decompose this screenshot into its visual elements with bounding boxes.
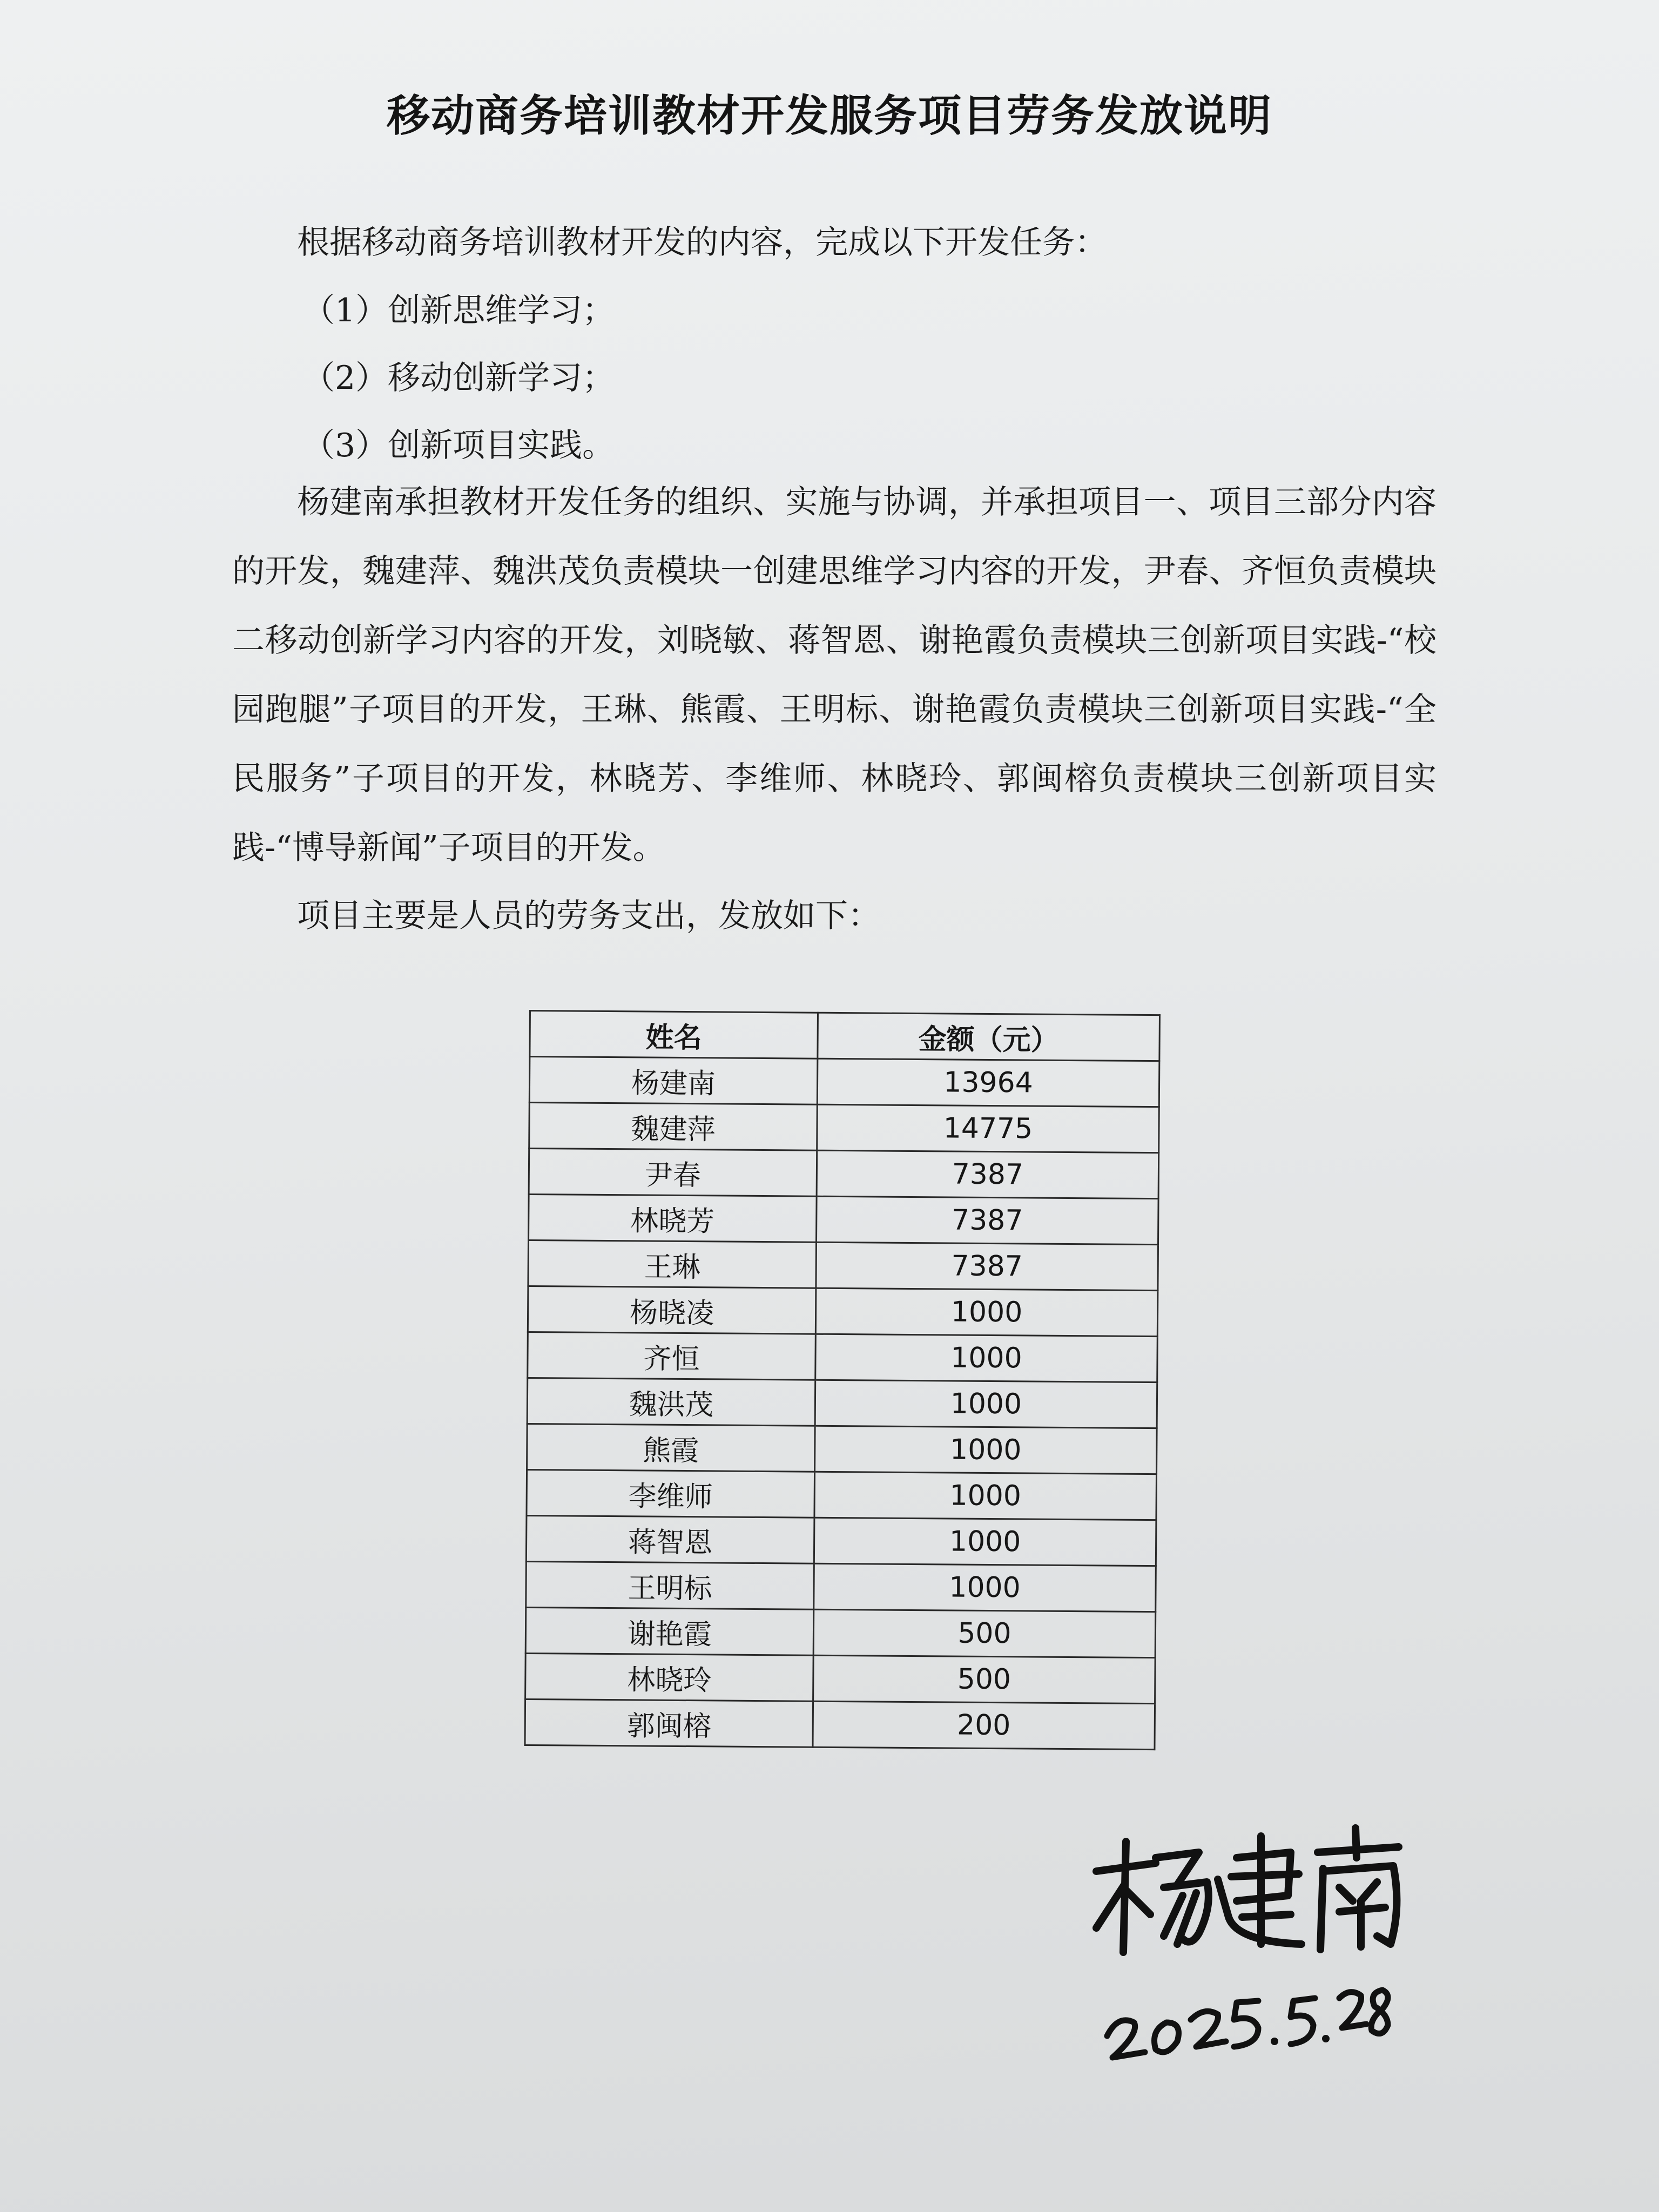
cell-name: 林晓玲 xyxy=(525,1653,814,1701)
cell-name: 谢艳霞 xyxy=(525,1607,814,1655)
table-row xyxy=(528,1286,1158,1336)
table-row xyxy=(528,1332,1158,1382)
cell-amount: 1000 xyxy=(815,1426,1157,1474)
header-amount: 金额（元） xyxy=(818,1013,1160,1061)
cell-name: 齐恒 xyxy=(528,1332,816,1380)
payment-table xyxy=(524,1010,1160,1750)
header-name: 姓名 xyxy=(530,1011,818,1059)
task-item: （1）创新思维学习； xyxy=(302,292,615,329)
cell-name: 杨建南 xyxy=(529,1057,818,1105)
table-body xyxy=(525,1057,1159,1750)
cell-amount: 13964 xyxy=(817,1058,1159,1107)
cell-amount: 1000 xyxy=(815,1334,1158,1382)
cell-amount: 1000 xyxy=(815,1288,1158,1336)
table-row xyxy=(529,1057,1159,1107)
table-row xyxy=(529,1149,1159,1199)
cell-amount: 500 xyxy=(813,1655,1156,1703)
cell-name: 杨晓凌 xyxy=(528,1286,816,1334)
intro-text: 根据移动商务培训教材开发的内容，完成以下开发任务： xyxy=(297,224,1107,261)
cell-amount: 1000 xyxy=(814,1472,1157,1520)
cell-name: 郭闽榕 xyxy=(525,1699,813,1747)
cell-name: 魏洪茂 xyxy=(527,1378,815,1426)
handwritten-date xyxy=(1096,1960,1399,2068)
table-row xyxy=(525,1607,1156,1657)
cell-name: 魏建萍 xyxy=(529,1103,818,1151)
task-item: （3）创新项目实践。 xyxy=(302,427,615,464)
table-row xyxy=(527,1424,1157,1474)
cell-name: 蒋智恩 xyxy=(526,1515,814,1563)
table-row xyxy=(528,1240,1158,1291)
cell-name: 熊霞 xyxy=(527,1424,815,1472)
table-row xyxy=(526,1515,1156,1566)
task-item: （2）移动创新学习； xyxy=(302,359,615,397)
cell-amount: 200 xyxy=(813,1701,1155,1749)
cell-amount: 1000 xyxy=(814,1518,1156,1566)
cell-amount: 500 xyxy=(813,1609,1156,1657)
cell-amount: 7387 xyxy=(816,1242,1158,1290)
document-title: 移动商务培训教材开发服务项目劳务发放说明 xyxy=(387,91,1272,141)
handwritten-signature xyxy=(1075,1820,1410,1960)
cell-amount: 7387 xyxy=(817,1150,1159,1198)
task-list xyxy=(302,277,615,480)
cell-amount: 7387 xyxy=(817,1196,1159,1244)
table-row xyxy=(529,1103,1159,1153)
cell-name: 李维师 xyxy=(527,1469,815,1518)
cell-amount: 1000 xyxy=(815,1380,1157,1428)
cell-name: 王明标 xyxy=(526,1561,814,1609)
cell-amount: 14775 xyxy=(817,1104,1159,1152)
table-row xyxy=(525,1653,1156,1703)
payment-table-wrap xyxy=(524,1010,1160,1750)
cell-name: 王琳 xyxy=(528,1240,817,1289)
table-row xyxy=(527,1378,1157,1428)
table-row xyxy=(527,1469,1157,1520)
summary-text: 项目主要是人员的劳务支出，发放如下： xyxy=(297,897,880,935)
responsibility-paragraph: 杨建南承担教材开发任务的组织、实施与协调，并承担项目一、项目三部分内容的开发，魏建萍、魏洪茂负责模块一创建思维学习内容的开发，尹春、齐恒负责模块二移动创新学习内容的开发，刘晓敏、蒋智恩、谢艳霞负责模块三创新项目实践-“校园跑腿”子项目的开发，王琳、熊霞、王明标、谢艳霞负责模块三创新项目实践-“全民服务”子项目的开发，林晓芳、李维师、林晓玲、郭闽榕负责模块三创新项目实践-“博导新闻”子项目的开发。 xyxy=(232,483,1437,867)
table-row xyxy=(525,1699,1155,1749)
cell-name: 林晓芳 xyxy=(529,1195,817,1243)
cell-name: 尹春 xyxy=(529,1149,817,1197)
table-row xyxy=(526,1561,1156,1611)
cell-amount: 1000 xyxy=(814,1563,1156,1611)
table-row xyxy=(529,1195,1159,1245)
table-header-row xyxy=(530,1011,1160,1061)
